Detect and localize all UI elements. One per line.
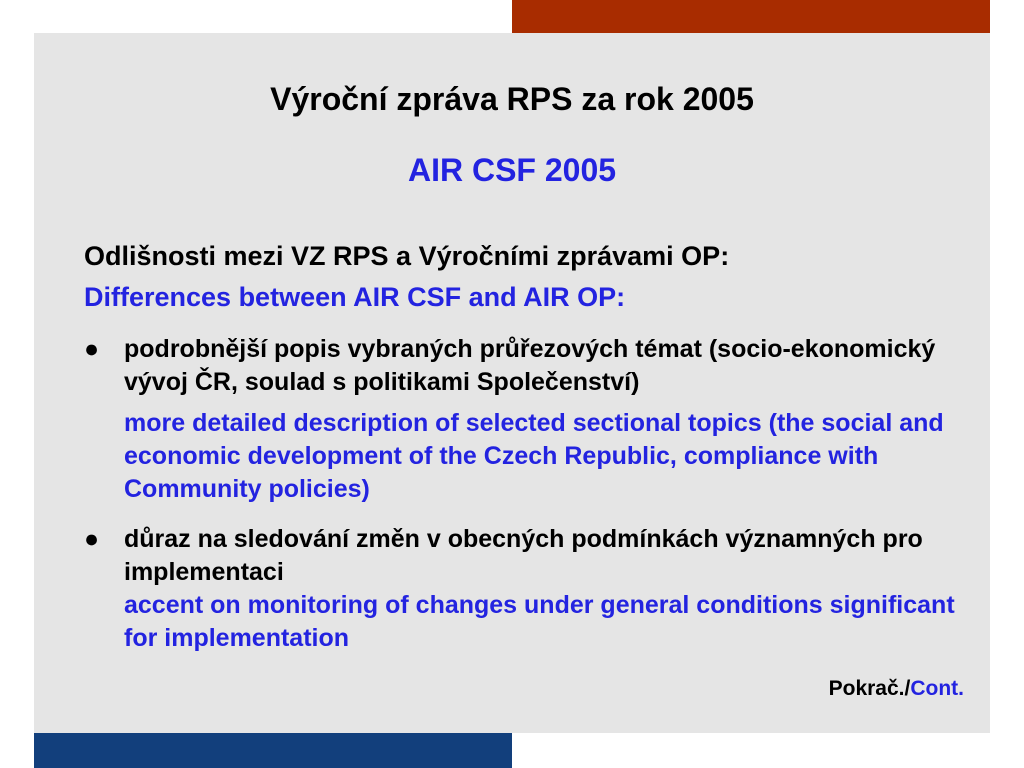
bullet-marker: ● (84, 335, 100, 363)
bullet-item (84, 523, 974, 655)
continue-label (829, 676, 964, 702)
bullet-text-english: more detailed description of selected sectional topics (the social and economic development of the Czech Republic, compliance with Community policies) (124, 409, 944, 503)
bullet-text-czech: důraz na sledování změn v obecných podmínkách významných pro implementaci (124, 525, 923, 586)
top-accent-bar (512, 0, 990, 33)
bullet-text-czech: podrobnější popis vybraných průřezových témat (socio-ekonomický vývoj ČR, soulad s politikami Společenství) (124, 335, 936, 396)
bullet-text-english: accent on monitoring of changes under general conditions significant for implementation (124, 591, 955, 652)
slide-title: Výroční zpráva RPS za rok 2005 (270, 81, 754, 117)
continue-label-czech: Pokrač./ (828, 677, 911, 700)
bullet-marker: ● (84, 525, 100, 553)
continue-label-english: Cont. (910, 677, 964, 700)
heading-english: Differences between AIR CSF and AIR OP: (84, 282, 626, 312)
bottom-accent-bar (34, 733, 512, 768)
bullet-item (84, 333, 974, 506)
heading-czech: Odlišnosti mezi VZ RPS a Výročními zprávami OP: (84, 241, 730, 271)
slide-subtitle: AIR CSF 2005 (407, 152, 617, 188)
slide-panel (34, 33, 990, 733)
